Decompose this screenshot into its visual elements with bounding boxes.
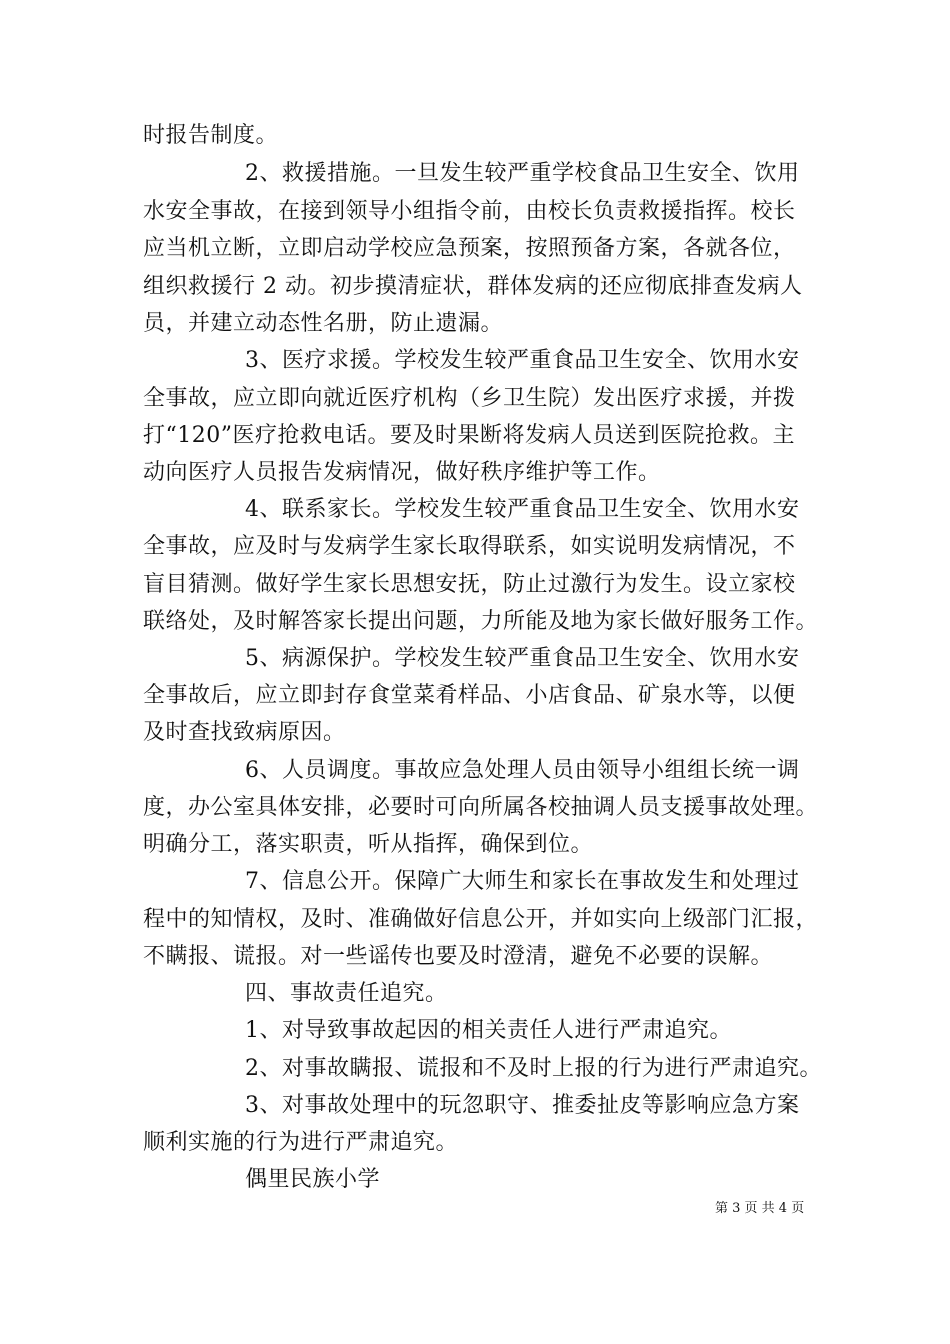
text-line: 6、人员调度。事故应急处理人员由领导小组组长统一调 [245, 758, 800, 783]
text-line: 程中的知情权，及时、准确做好信息公开，并如实向上级部门汇报， [143, 907, 819, 932]
text-line: 不瞒报、谎报。对一些谣传也要及时澄清，避免不必要的误解。 [143, 944, 774, 969]
text-line: 4、联系家长。学校发生较严重食品卫生安全、饮用水安 [245, 497, 800, 522]
text-line: 2、救援措施。一旦发生较严重学校食品卫生安全、饮用 [245, 161, 800, 186]
text-line: 水安全事故，在接到领导小组指令前，由校长负责救援指挥。校长 [143, 199, 796, 224]
text-line: 打“120”医疗抢救电话。要及时果断将发病人员送到医院抢救。主 [143, 423, 795, 448]
text-line: 组织救援行 2 动。初步摸清症状，群体发病的还应彻底排查发病人 [143, 274, 803, 299]
text-line: 时报告制度。 [143, 123, 279, 148]
text-line: 度，办公室具体安排，必要时可向所属各校抽调人员支援事故处理。 [143, 795, 819, 820]
text-line: 盲目猜测。做好学生家长思想安抚，防止过激行为发生。设立家校 [143, 572, 796, 597]
text-line: 全事故，应及时与发病学生家长取得联系，如实说明发病情况，不 [143, 534, 796, 559]
text-line: 全事故后，应立即封存食堂菜肴样品、小店食品、矿泉水等，以便 [143, 683, 796, 708]
page-number: 第 3 页 共 4 页 [715, 1201, 805, 1216]
text-line: 应当机立断，立即启动学校应急预案，按照预备方案，各就各位， [143, 236, 796, 261]
text-line: 明确分工，落实职责，听从指挥，确保到位。 [143, 832, 594, 857]
text-line: 5、病源保护。学校发生较严重食品卫生安全、饮用水安 [245, 646, 800, 671]
text-line: 及时查找致病原因。 [143, 720, 346, 745]
text-line: 2、对事故瞒报、谎报和不及时上报的行为进行严肃追究。 [245, 1056, 822, 1081]
signature-line: 偶里民族小学 [245, 1167, 381, 1192]
text-line: 动向医疗人员报告发病情况，做好秩序维护等工作。 [143, 460, 661, 485]
text-line: 联络处，及时解答家长提出问题，力所能及地为家长做好服务工作。 [143, 609, 819, 634]
text-line: 1、对导致事故起因的相关责任人进行严肃追究。 [245, 1018, 732, 1043]
text-line: 员，并建立动态性名册，防止遗漏。 [143, 311, 504, 336]
text-line: 顺利实施的行为进行严肃追究。 [143, 1130, 459, 1155]
text-line: 3、医疗求援。学校发生较严重食品卫生安全、饮用水安 [245, 348, 800, 373]
text-line: 3、对事故处理中的玩忽职守、推委扯皮等影响应急方案 [245, 1093, 800, 1118]
text-line: 全事故，应立即向就近医疗机构（乡卫生院）发出医疗求援，并拨 [143, 386, 796, 411]
text-line: 7、信息公开。保障广大师生和家长在事故发生和处理过 [245, 869, 800, 894]
section-heading: 四、事故责任追究。 [245, 981, 448, 1006]
